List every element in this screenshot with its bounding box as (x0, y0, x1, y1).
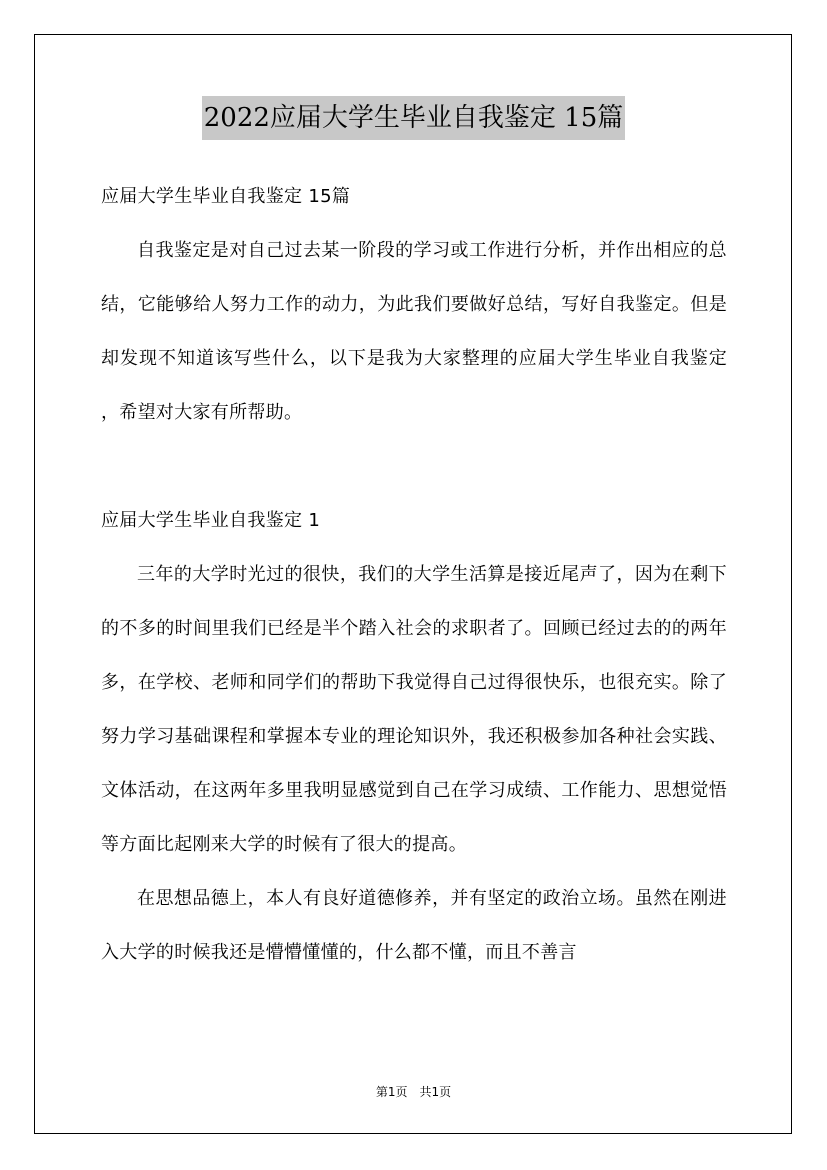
document-body (101, 170, 727, 980)
page-footer (0, 1083, 827, 1100)
body-paragraph-2: 在思想品德上，本人有良好道德修养，并有坚定的政治立场。虽然在刚进入大学的时候我还是懵懵懂懂的，什么都不懂，而且不善言 (101, 888, 727, 963)
document-subtitle: 应届大学生毕业自我鉴定 15篇 (101, 186, 351, 207)
title-container (0, 96, 827, 140)
section-heading: 应届大学生毕业自我鉴定 1 (101, 510, 321, 531)
body-paragraph-1: 三年的大学时光过的很快，我们的大学生活算是接近尾声了，因为在剩下的不多的时间里我们已经是半个踏入社会的求职者了。回顾已经过去的的两年多，在学校、老师和同学们的帮助下我觉得自己过得很快乐，也很充实。除了努力学习基础课程和掌握本专业的理论知识外，我还积极参加各种社会实践、文体活动，在这两年多里我明显感觉到自己在学习成绩、工作能力、思想觉悟等方面比起刚来大学的时候有了很大的提高。 (101, 564, 727, 855)
page-number: 第1页 共1页 (375, 1085, 452, 1099)
page-title: 2022应届大学生毕业自我鉴定 15篇 (202, 96, 626, 140)
intro-paragraph: 自我鉴定是对自己过去某一阶段的学习或工作进行分析，并作出相应的总结，它能够给人努力工作的动力，为此我们要做好总结，写好自我鉴定。但是却发现不知道该写些什么，以下是我为大家整理的应届大学生毕业自我鉴定 ，希望对大家有所帮助。 (101, 240, 727, 423)
